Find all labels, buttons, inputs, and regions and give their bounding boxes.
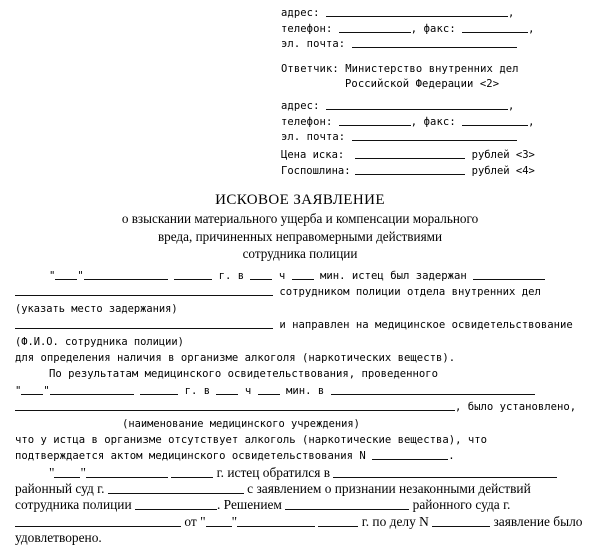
detention-year-blank[interactable] xyxy=(174,270,212,280)
detention-tail-blank[interactable] xyxy=(473,270,545,280)
claim-price-row xyxy=(281,147,535,163)
finding-text: что у истца в организме отсутствует алкоголь (наркотические вещества), что xyxy=(15,433,487,446)
officer-name-hint: (Ф.И.О. сотрудника полиции) xyxy=(15,335,184,348)
detention-datetime-line xyxy=(15,268,587,284)
document-title: ИСКОВОЕ ЗАЯВЛЕНИЕ xyxy=(215,192,385,208)
finding-line xyxy=(15,432,587,448)
case-number-blank[interactable] xyxy=(432,514,490,526)
appeal-year-label: г. истец обратился в xyxy=(216,464,331,480)
case-year-blank[interactable] xyxy=(318,514,358,526)
defendant-address-label: адрес: xyxy=(281,100,320,113)
decision-prefix: сотрудника полиции xyxy=(15,497,132,513)
defendant-phone-blank[interactable] xyxy=(339,116,411,126)
results-line xyxy=(15,366,587,382)
document-subtitle-line3: сотрудника полиции xyxy=(242,246,358,261)
appeal-year-blank[interactable] xyxy=(171,465,213,477)
defendant-block xyxy=(281,62,581,92)
plaintiff-phone-row xyxy=(281,22,581,38)
defendant-fax-blank[interactable] xyxy=(462,116,528,126)
detention-place-hint: (указать место задержания) xyxy=(15,302,178,315)
defendant-phone-label: телефон: xyxy=(281,115,333,128)
case-from-label: от xyxy=(184,513,197,529)
quote-close-2: " xyxy=(43,384,50,397)
header-block xyxy=(281,6,581,146)
decision-mid: . Решением xyxy=(216,497,282,513)
results-text: По результатам медицинского освидетельствования, проведенного xyxy=(49,368,439,381)
exam-minute-label: мин. в xyxy=(286,384,325,397)
institution-hint: (наименование медицинского учреждения) xyxy=(122,417,360,430)
defendant-address-blank[interactable] xyxy=(326,100,508,110)
exam-year-label: г. в xyxy=(184,384,211,397)
detention-year-label: г. в xyxy=(218,270,245,282)
detention-place-text: сотрудником полиции отдела внутренних дел xyxy=(279,286,541,299)
district-court-prefix: районный суд г. xyxy=(15,481,105,497)
state-fee-label: Госпошлина: xyxy=(281,165,351,177)
detention-month-blank[interactable] xyxy=(84,270,168,280)
plaintiff-phone-label: телефон: xyxy=(281,22,333,35)
district-court-line xyxy=(15,481,587,497)
plaintiff-address-label: адрес: xyxy=(281,7,320,19)
quote-open-2: " xyxy=(15,384,22,397)
act-number-text: подтверждается актом медицинского освидетельствования N xyxy=(15,450,366,463)
detention-day-blank[interactable] xyxy=(55,270,77,280)
exam-minute-blank[interactable] xyxy=(258,385,280,395)
claim-price-unit: рублей <3> xyxy=(471,149,535,161)
quote-close-1: " xyxy=(77,270,84,282)
defendant-line2: Российской Федерации <2> xyxy=(345,77,500,90)
district-court-text: с заявлением о признании незаконными действий xyxy=(247,481,531,497)
officer-name-hint-line xyxy=(15,334,587,350)
case-day-blank[interactable] xyxy=(206,514,232,526)
plaintiff-address-comma: , xyxy=(507,7,515,19)
exam-institution-blank-1[interactable] xyxy=(331,385,535,395)
plaintiff-address-row xyxy=(281,6,581,22)
quote-close-3: " xyxy=(80,464,86,480)
detention-place-hint-line xyxy=(15,301,587,317)
granted-line xyxy=(15,530,587,546)
case-number-text: заявление было xyxy=(493,513,583,529)
act-number-line xyxy=(15,448,587,464)
quote-open-3: " xyxy=(49,464,55,480)
established-line xyxy=(15,399,587,415)
quote-close-4: " xyxy=(231,513,238,529)
document-subtitle-line1: о взыскании материального ущерба и компенсации морального xyxy=(121,211,479,226)
defendant-email-blank[interactable] xyxy=(352,131,517,141)
decision-city-blank[interactable] xyxy=(15,514,181,526)
quote-open-1: " xyxy=(49,270,56,282)
exam-month-blank[interactable] xyxy=(50,385,134,395)
document-subtitle-line2: вреда, причиненных неправомерными действиями xyxy=(157,228,443,244)
purpose-line xyxy=(15,350,587,366)
appeal-day-blank[interactable] xyxy=(54,465,80,477)
defendant-phone-row xyxy=(281,115,581,131)
exam-hour-label: ч xyxy=(244,384,252,397)
detention-place-blank[interactable] xyxy=(15,286,273,296)
claim-price-label: Цена иска: xyxy=(281,149,345,161)
medical-exam-text: и направлен на медицинское освидетельствование xyxy=(279,319,573,332)
detention-minute-label: мин. истец был задержан xyxy=(320,270,467,282)
plaintiff-email-label: эл. почта: xyxy=(281,38,346,51)
plaintiff-email-blank[interactable] xyxy=(352,38,517,48)
act-number-blank[interactable] xyxy=(372,450,448,460)
exam-day-blank[interactable] xyxy=(21,385,43,395)
detention-hour-blank[interactable] xyxy=(250,270,272,280)
defendant-address-comma: , xyxy=(507,100,515,113)
detention-minute-blank[interactable] xyxy=(292,270,314,280)
established-text: , было установлено, xyxy=(455,401,577,414)
body-text xyxy=(15,268,587,547)
claim-price-blank[interactable] xyxy=(355,149,465,159)
granted-text: удовлетворено. xyxy=(15,530,102,546)
case-month-blank[interactable] xyxy=(237,514,315,526)
defendant-phone-comma: , xyxy=(528,115,535,128)
plaintiff-email-row xyxy=(281,37,581,53)
plaintiff-phone-comma: , xyxy=(528,22,535,35)
state-fee-blank[interactable] xyxy=(355,165,465,175)
appeal-month-blank[interactable] xyxy=(86,465,168,477)
officer-name-blank-2[interactable] xyxy=(135,498,217,510)
defendant-line1: Ответчик: Министерство внутренних дел xyxy=(281,62,519,75)
purpose-text: для определения наличия в организме алкоголя (наркотических веществ). xyxy=(15,351,456,364)
defendant-address-row xyxy=(281,99,581,115)
quote-open-4: " xyxy=(200,513,206,529)
defendant-fax-label: , факс: xyxy=(410,115,456,128)
officer-name-line xyxy=(15,317,587,333)
institution-hint-line xyxy=(15,416,587,432)
exam-datetime-line xyxy=(15,383,587,399)
defendant-email-row xyxy=(281,130,581,146)
case-number-line xyxy=(15,514,587,530)
officer-name-blank[interactable] xyxy=(15,319,273,329)
defendant-email-label: эл. почта: xyxy=(281,131,346,144)
exam-hour-blank[interactable] xyxy=(216,385,238,395)
amounts-block xyxy=(281,147,535,179)
plaintiff-fax-blank[interactable] xyxy=(462,23,528,33)
state-fee-row xyxy=(281,163,535,179)
act-number-period: . xyxy=(448,450,455,463)
plaintiff-fax-label: , факс: xyxy=(410,22,456,35)
exam-institution-blank-2[interactable] xyxy=(15,401,455,411)
case-year-label: г. по делу N xyxy=(361,513,429,529)
plaintiff-address-blank[interactable] xyxy=(326,7,508,17)
detention-hour-label: ч xyxy=(278,270,286,282)
decision-line xyxy=(15,497,587,513)
decision-court-blank[interactable] xyxy=(285,498,409,510)
court-appeal-line xyxy=(15,465,587,481)
title-block xyxy=(0,191,600,263)
appeal-court-blank[interactable] xyxy=(333,465,557,477)
plaintiff-phone-blank[interactable] xyxy=(339,23,411,33)
exam-year-blank[interactable] xyxy=(140,385,178,395)
district-court-city-blank[interactable] xyxy=(108,482,244,494)
decision-text: районного суда г. xyxy=(412,497,511,513)
detention-place-line xyxy=(15,284,587,300)
state-fee-unit: рублей <4> xyxy=(471,165,535,177)
